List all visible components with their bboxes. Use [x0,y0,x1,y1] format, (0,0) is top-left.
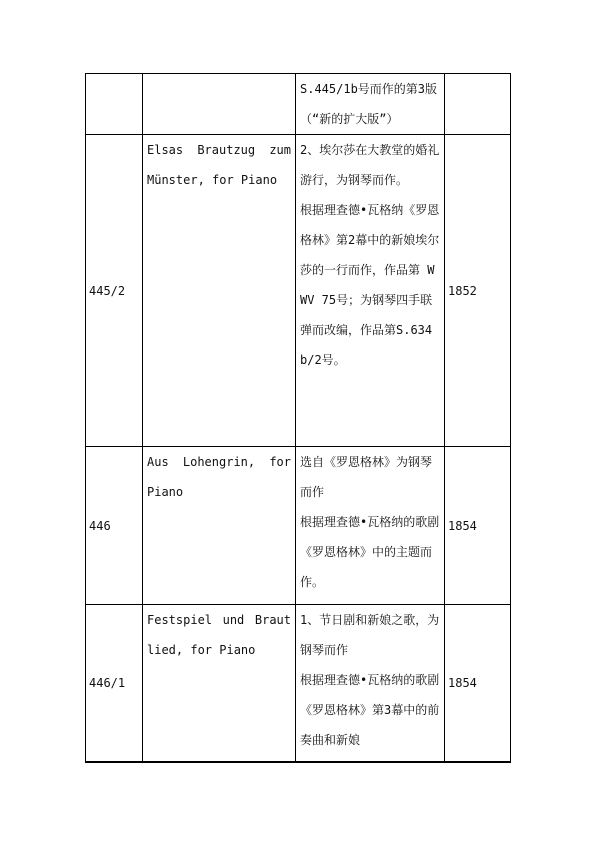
work-number-cell: 445/2 [86,135,143,447]
work-title-cell: Aus Lohengrin, for Piano [143,447,296,605]
description-text: 根据理查德•瓦格纳《罗恩格林》第2幕中的新娘埃尔莎的一行而作，作品第 WWV 75号；为钢琴四手联弹而改编，作品第S.634b/2号。 [300,203,440,367]
work-number-cell: 446/1 [86,605,143,762]
work-title-cell [143,74,296,135]
work-description-cell [296,447,445,605]
work-description-cell [296,135,445,447]
description-text: 根据理查德•瓦格纳的歌剧《罗恩格林》第3幕中的前奏曲和新娘 [300,673,440,747]
description-text: 2、埃尔莎在大教堂的婚礼游行，为钢琴而作。 [300,143,440,187]
catalog-table [85,73,511,763]
table-row [86,447,511,605]
work-title-cell: Festspiel und Brautlied, for Piano [143,605,296,762]
table-row [86,605,511,762]
work-description-cell [296,605,445,762]
year-cell: 1854 [445,605,511,762]
table-row [86,74,511,135]
description-text: S.445/1b号而作的第3版（“新的扩大版”） [300,82,438,126]
year-cell: 1854 [445,447,511,605]
work-description-cell [296,74,445,135]
year-cell: 1852 [445,135,511,447]
work-title-cell: Elsas Brautzug zum Münster, for Piano [143,135,296,447]
description-text: 1、节日剧和新娘之歌，为钢琴而作 [300,613,440,657]
year-cell [445,74,511,135]
work-number-cell [86,74,143,135]
work-number-cell: 446 [86,447,143,605]
description-text: 根据理查德•瓦格纳的歌剧《罗恩格林》中的主题而作。 [300,515,440,589]
description-text: 选自《罗恩格林》为钢琴而作 [300,455,433,499]
table-row [86,135,511,447]
